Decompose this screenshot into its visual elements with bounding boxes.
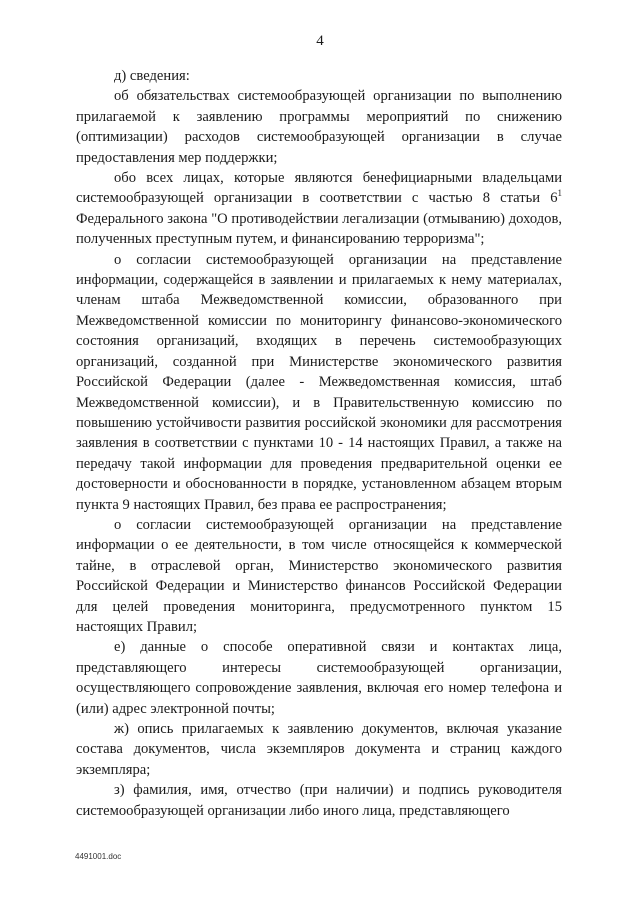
paragraph: е) данные о способе оперативной связи и контактах лица, представляющего интересы системообразующей организации, осуществляющего сопровождение заявления, включая его номер телефона и (или) адрес электронной почты; <box>76 639 562 717</box>
paragraph: д) сведения: <box>114 68 190 84</box>
paragraph <box>76 168 562 250</box>
superscript: 1 <box>557 188 562 199</box>
paragraph: з) фамилия, имя, отчество (при наличии) и подпись руководителя системообразующей организации либо иного лица, представляющего <box>76 782 562 819</box>
paragraph: о согласии системообразующей организации на представление информации о ее деятельности, в том числе относящейся к коммерческой тайне, в отраслевой орган, Министерство экономического развития Российской Федерации и Министерство финансов Российской Федерации для целей проведения мониторинга, предусмотренного пунктом 15 настоящих Правил; <box>76 516 562 635</box>
document-body <box>76 66 562 821</box>
paragraph: о согласии системообразующей организации на представление информации, содержащейся в заявлении и прилагаемых к нему материалах, членам штаба Межведомственной комиссии, образованного при Межведомственной комиссии по мониторингу финансово-экономического состояния организаций, входящих в перечень системообразующих организаций, созданной при Министерстве экономического развития Российской Федерации (далее - Межведомственная комиссия, штаб Межведомственной комиссии), и в Правительственную комиссию по повышению устойчивости развития российской экономики для рассмотрения заявления в соответствии с пунктами 10 - 14 настоящих Правил, а также на передачу такой информации для проведения предварительной оценки ее достоверности и обоснованности в порядке, установленном абзацем вторым пункта 9 настоящих Правил, без права ее распространения; <box>76 251 562 513</box>
paragraph: об обязательствах системообразующей организации по выполнению прилагаемой к заявлению программы мероприятий по снижению (оптимизации) расходов системообразующей организации в случае предоставления мер поддержки; <box>76 88 562 166</box>
footer-filename: 4491001.doc <box>75 852 122 861</box>
page-number: 4 <box>316 33 324 49</box>
paragraph-text: обо всех лицах, которые являются бенефициарными владельцами системообразующей организации в соответствии с частью 8 статьи 6 <box>76 170 562 207</box>
paragraph: ж) опись прилагаемых к заявлению документов, включая указание состава документов, числа экземпляров документа и страниц каждого экземпляра; <box>76 721 562 778</box>
paragraph-text-continued: Федерального закона "О противодействии легализации (отмыванию) доходов, полученных преступным путем, и финансированию терроризма"; <box>76 210 562 248</box>
